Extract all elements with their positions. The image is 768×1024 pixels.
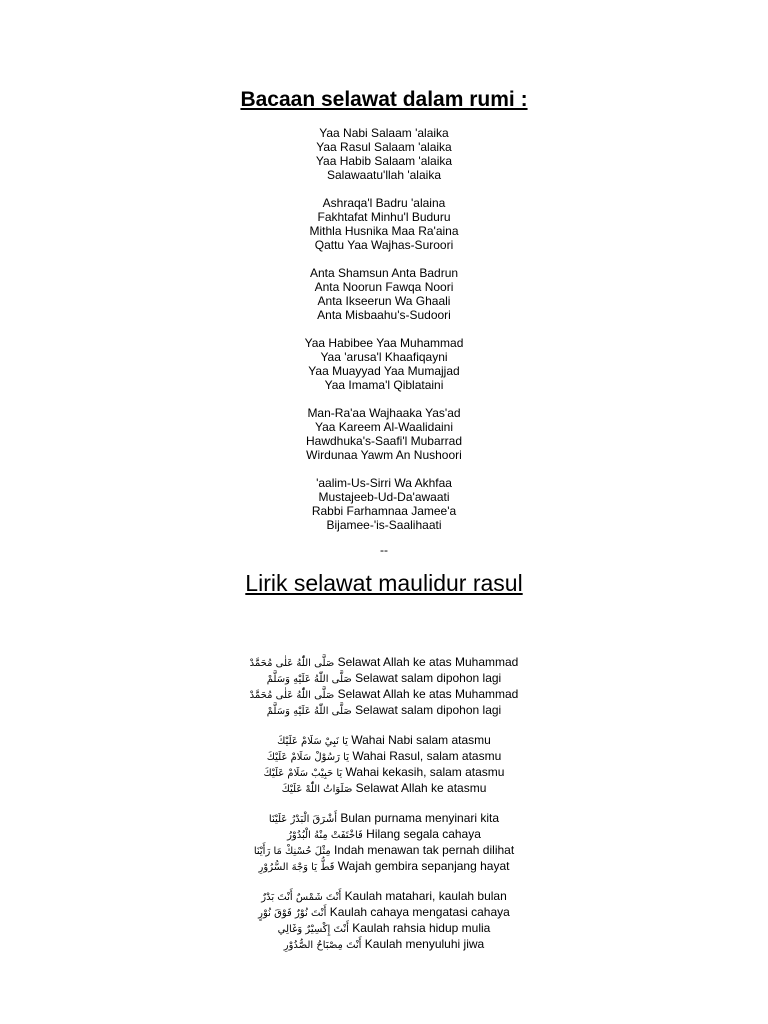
malay-text: Selawat salam dipohon lagi [351,671,502,685]
rumi-line: Anta Shamsun Anta Badrun [309,266,459,280]
lirik-line [0,749,768,765]
arabic-text: أَنْتَ نُوْرٌ فَوْقَ نُوْرٍ [258,908,327,919]
lirik-line [0,937,768,953]
rumi-stanza [0,406,768,462]
malay-text: Kaulah matahari, kaulah bulan [341,889,507,903]
separator: -- [380,543,388,557]
arabic-text: قَطُّ يَا وَجْهَ السُّرُوْرِ [258,862,335,873]
rumi-line: Yaa Imama'l Qiblataini [324,378,444,392]
rumi-stanza [0,266,768,322]
arabic-text: صَلَّى اللّٰهُ عَلَيْهِ وَسَلَّمْ [266,706,352,717]
lirik-line [0,703,768,719]
malay-text: Wahai Rasul, salam atasmu [348,749,502,763]
heading-rumi-text: Bacaan selawat dalam rumi : [240,88,528,111]
lirik-line [0,827,768,843]
arabic-text: أَشْرَقَ الْبَدْرُ عَلَيْنَا [268,814,337,825]
rumi-line: Yaa Habib Salaam 'alaika [315,154,453,168]
malay-text: Hilang segala cahaya [362,827,481,841]
arabic-text: مِثْلَ حُسْنِكْ مَا رَأَيْنَا [253,846,331,857]
rumi-line: Yaa 'arusa'l Khaafiqayni [320,350,448,364]
heading-lirik [0,570,768,597]
rumi-line: Wirdunaa Yawm An Nushoori [306,448,462,462]
heading-rumi [0,88,768,112]
rumi-line: Qattu Yaa Wajhas-Suroori [314,238,454,252]
lirik-stanza [0,811,768,875]
lirik-line [0,921,768,937]
lirik-line [0,811,768,827]
rumi-line: Man-Ra'aa Wajhaaka Yas'ad [307,406,461,420]
lirik-line [0,655,768,671]
rumi-line: Mithla Husnika Maa Ra'aina [309,224,459,238]
rumi-line: Rabbi Farhamnaa Jamee'a [311,504,457,518]
rumi-line: Salawaatu'llah 'alaika [327,168,441,182]
arabic-text: صَلَوَاتُ اللّٰهْ عَلَيْكَ [281,784,353,795]
arabic-text: يَا نَبِيْ سَلَامْ عَلَيْكَ [277,736,348,747]
malay-text: Kaulah menyuluhi jiwa [361,937,485,951]
rumi-stanza [0,126,768,182]
lirik-stanza [0,889,768,953]
rumi-line: Yaa Kareem Al-Waalidaini [314,420,454,434]
rumi-line: Anta Noorun Fawqa Noori [314,280,454,294]
rumi-line: Ashraqa'l Badru 'alaina [322,196,446,210]
rumi-line: 'aalim-Us-Sirri Wa Akhfaa [316,476,452,490]
arabic-text: فَاخْتَفَتْ مِنْهُ الْبُدُوْرُ [287,830,363,841]
lirik-line [0,859,768,875]
lirik-line [0,687,768,703]
lirik-line [0,843,768,859]
rumi-line: Hawdhuka's-Saafi'l Mubarrad [306,434,462,448]
malay-text: Wajah gembira sepanjang hayat [334,859,510,873]
rumi-line: Fakhtafat Minhu'l Buduru [317,210,451,224]
arabic-text: صَلَّى اللّٰهُ عَلٰى مُحَمَّدْ [249,658,335,669]
rumi-line: Anta Misbaahu's-Sudoori [317,308,451,322]
malay-text: Kaulah cahaya mengatasi cahaya [326,905,510,919]
malay-text: Selawat Allah ke atas Muhammad [334,655,519,669]
malay-text: Bulan purnama menyinari kita [336,811,500,825]
lirik-line [0,671,768,687]
lirik-line [0,781,768,797]
arabic-text: أَنْتَ إِكْسِيْرٌ وَغَالِي [277,924,349,935]
arabic-text: أَنْتَ مِصْبَاحُ الصُّدُوْرِ [283,940,362,951]
rumi-lyrics [0,126,768,546]
rumi-line: Yaa Muayyad Yaa Mumajjad [308,364,460,378]
malay-text: Indah menawan tak pernah dilihat [330,843,515,857]
lirik-line [0,765,768,781]
malay-text: Selawat Allah ke atasmu [352,781,487,795]
malay-text: Wahai Nabi salam atasmu [347,733,491,747]
rumi-stanza [0,196,768,252]
malay-text: Wahai kekasih, salam atasmu [342,765,505,779]
lirik-line [0,889,768,905]
heading-lirik-text: Lirik selawat maulidur rasul [245,570,523,596]
lirik-stanza [0,655,768,719]
rumi-line: Bijamee-'is-Saalihaati [326,518,442,532]
lirik-line [0,733,768,749]
rumi-line: Yaa Nabi Salaam 'alaika [319,126,449,140]
malay-text: Selawat Allah ke atas Muhammad [334,687,519,701]
lirik-lyrics [0,655,768,967]
lirik-line [0,905,768,921]
malay-text: Selawat salam dipohon lagi [351,703,502,717]
rumi-line: Yaa Rasul Salaam 'alaika [316,140,452,154]
rumi-line: Yaa Habibee Yaa Muhammad [304,336,464,350]
lirik-stanza [0,733,768,797]
arabic-text: يَا رَسُوْلْ سَلَامْ عَلَيْكَ [266,752,349,763]
rumi-line: Mustajeeb-Ud-Da'awaati [318,490,450,504]
rumi-line: Anta Ikseerun Wa Ghaali [317,294,451,308]
arabic-text: صَلَّى اللّٰهُ عَلٰى مُحَمَّدْ [249,690,335,701]
rumi-stanza [0,476,768,532]
arabic-text: أَنْتَ شَمْسٌ أَنْتَ بَدْرٌ [261,892,342,903]
rumi-stanza [0,336,768,392]
arabic-text: يَا حَبِيْبْ سَلَامْ عَلَيْكَ [263,768,343,779]
arabic-text: صَلَّى اللّٰهُ عَلَيْهِ وَسَلَّمْ [266,674,352,685]
malay-text: Kaulah rahsia hidup mulia [348,921,491,935]
